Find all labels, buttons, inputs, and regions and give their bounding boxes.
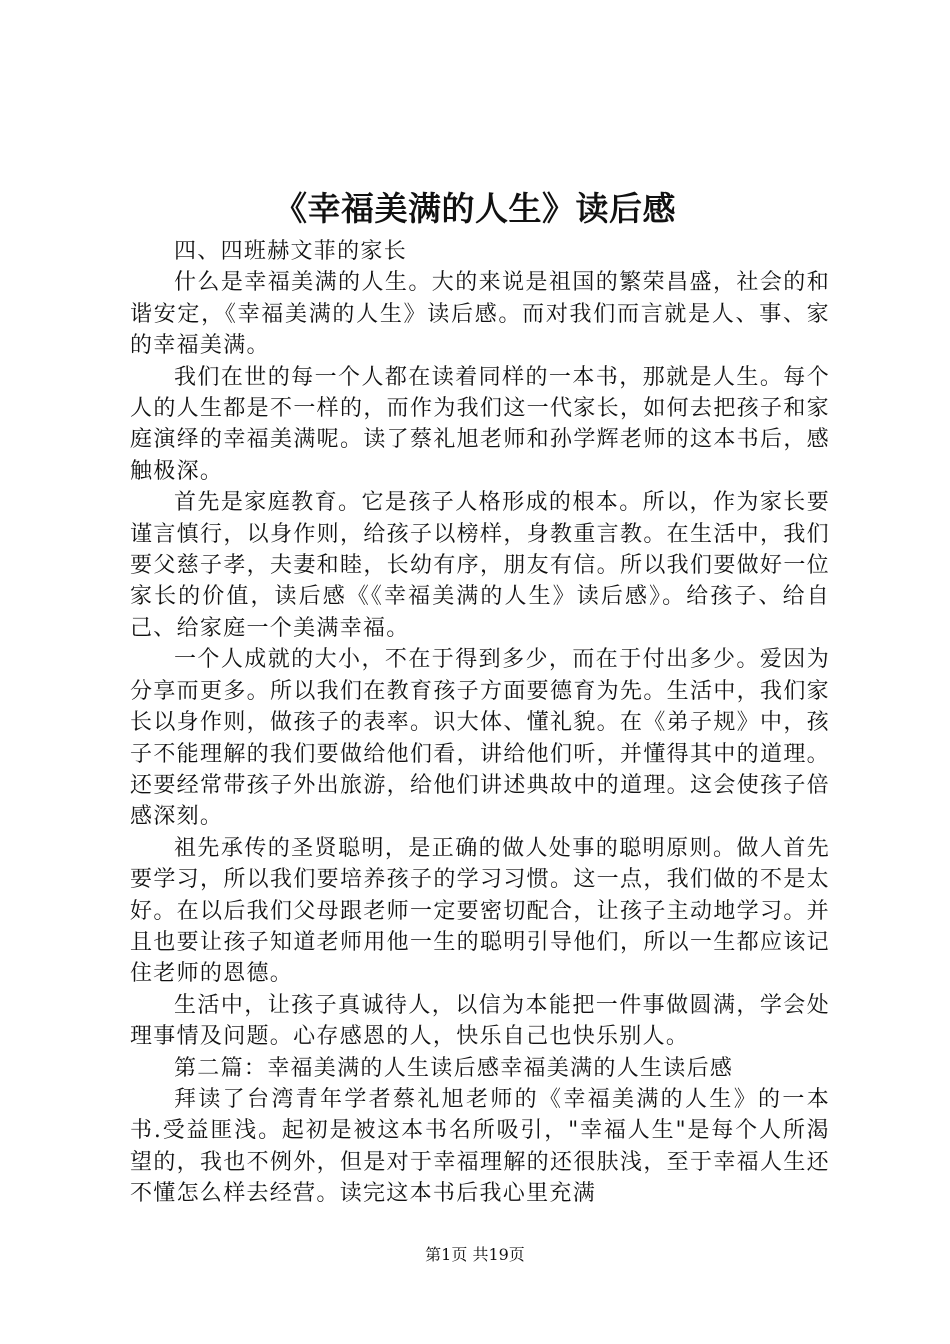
- paragraph: 拜读了台湾青年学者蔡礼旭老师的《幸福美满的人生》的一本书.受益匪浅。起初是被这本书名所吸引，"幸福人生"是每个人所渴望的，我也不例外，但是对于幸福理解的还很肤浅，至于幸福人生还不懂怎么样去经营。读完这本书后我心里充满: [130, 1086, 830, 1207]
- paragraph: 祖先承传的圣贤聪明，是正确的做人处事的聪明原则。做人首先要学习，所以我们要培养孩子的学习习惯。这一点，我们做的不是太好。在以后我们父母跟老师一定要密切配合，让孩子主动地学习。并且也要让孩子知道老师用他一生的聪明引导他们，所以一生都应该记住老师的恩德。: [130, 835, 830, 987]
- paragraph: 什么是幸福美满的人生。大的来说是祖国的繁荣昌盛，社会的和谐安定，《幸福美满的人生》读后感。而对我们而言就是人、事、家的幸福美满。: [130, 270, 830, 359]
- document-body: [130, 236, 830, 1210]
- section-heading: 第二篇：幸福美满的人生读后感幸福美满的人生读后感: [174, 1055, 734, 1081]
- paragraph: 首先是家庭教育。它是孩子人格形成的根本。所以，作为家长要谨言慎行，以身作则，给孩子以榜样，身教重言教。在生活中，我们要父慈子孝，夫妻和睦，长幼有序，朋友有信。所以我们要做好一位家长的价值，读后感《《幸福美满的人生》读后感》。给孩子、给自己、给家庭一个美满幸福。: [130, 490, 830, 641]
- paragraph: 生活中，让孩子真诚待人，以信为本能把一件事做圆满，学会处理事情及问题。心存感恩的人，快乐自己也快乐别人。: [130, 992, 830, 1050]
- paragraph: 一个人成就的大小，不在于得到多少，而在于付出多少。爱因为分享而更多。所以我们在教育孩子方面要德育为先。生活中，我们家长以身作则，做孩子的表率。识大体、懂礼貌。在《弟子规》中，孩子不能理解的我们要做给他们看，讲给他们听，并懂得其中的道理。还要经常带孩子外出旅游，给他们讲述典故中的道理。这会使孩子倍感深刻。: [130, 647, 830, 830]
- paragraph: 我们在世的每一个人都在读着同样的一本书，那就是人生。每个人的人生都是不一样的，而作为我们这一代家长，如何去把孩子和家庭演绎的幸福美满呢。读了蔡礼旭老师和孙学辉老师的这本书后，感触极深。: [130, 364, 830, 484]
- page-footer: 第1页 共19页: [425, 1245, 525, 1264]
- document-title: 《幸福美满的人生》读后感: [274, 189, 676, 228]
- paragraph-author: 四、四班赫文菲的家长: [174, 239, 408, 264]
